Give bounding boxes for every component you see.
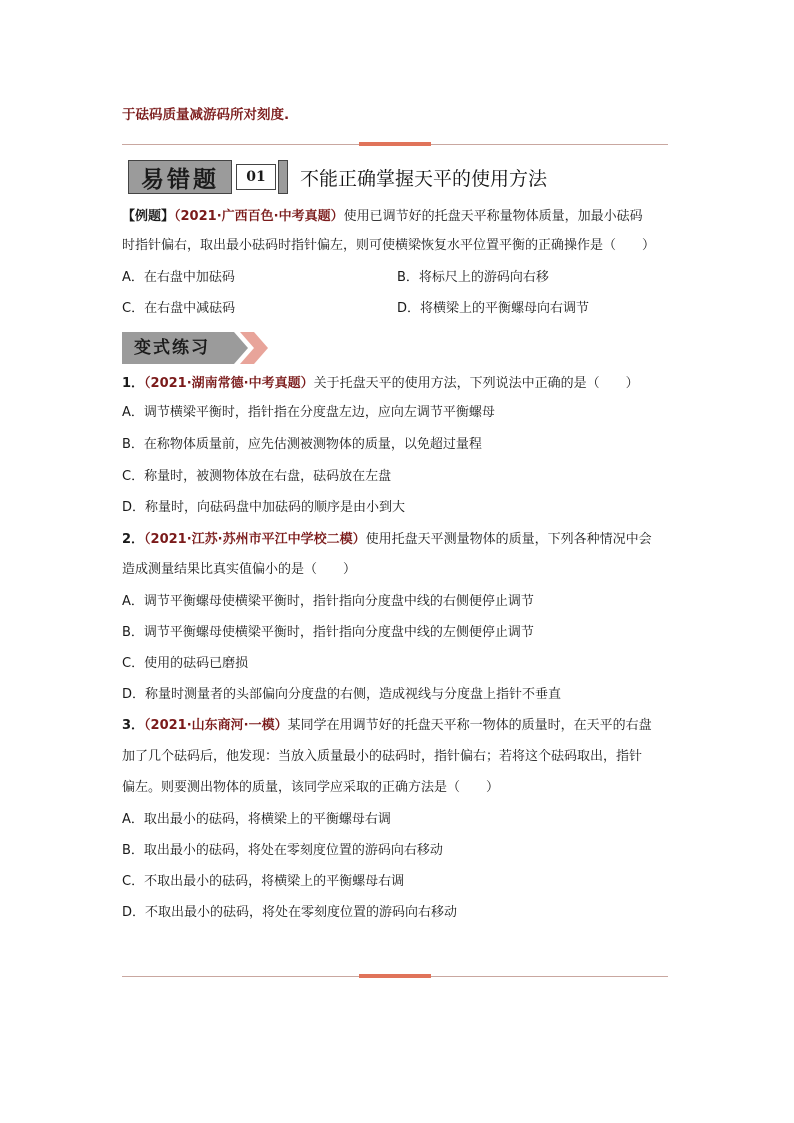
example-option-d: D．将横梁上的平衡螺母向右调节 [397, 301, 590, 316]
q2-number: 2． [122, 532, 145, 547]
q2-stem [122, 532, 652, 548]
q1-number: 1． [122, 376, 145, 391]
q3-stem [122, 718, 652, 734]
top-divider-accent [359, 142, 431, 146]
q1-text-1: 关于托盘天平的使用方法，下列说法中正确的是（ ） [313, 376, 639, 391]
q1-option-b: B．在称物体质量前，应先估测被测物体的质量，以免超过量程 [122, 437, 482, 452]
q1-option-c: C．称量时，被测物体放在右盘，砝码放在左盘 [122, 469, 392, 484]
example-option-c: C．在右盘中减砝码 [122, 301, 236, 316]
q3-number: 3． [122, 718, 145, 733]
q1-stem [122, 376, 639, 392]
example-line-1 [122, 209, 643, 225]
error-number: 01 [236, 164, 276, 190]
bottom-divider-accent [359, 974, 431, 978]
error-title: 不能正确掌握天平的使用方法 [300, 167, 548, 190]
q3-text-1: 某同学在用调节好的托盘天平称一物体的质量时，在天平的右盘 [287, 718, 652, 733]
q2-option-a: A．调节平衡螺母使横梁平衡时，指针指向分度盘中线的右侧便停止调节 [122, 594, 534, 609]
q2-text-2: 造成测量结果比真实值偏小的是（ ） [122, 562, 357, 577]
example-tag: 【例题】 [122, 209, 175, 224]
variant-banner [122, 332, 282, 364]
q3-text-3: 偏左。则要测出物体的质量，该同学应采取的正确方法是（ ） [122, 780, 500, 795]
example-option-b: B．将标尺上的游码向右移 [397, 270, 549, 285]
q2-option-c: C．使用的砝码已磨损 [122, 656, 249, 671]
error-label: 易错题 [128, 160, 232, 194]
q3-option-a: A．取出最小的砝码，将横梁上的平衡螺母右调 [122, 812, 391, 827]
example-line-2: 时指针偏右，取出最小砝码时指针偏左，则可使横梁恢复水平位置平衡的正确操作是（ ） [122, 238, 656, 253]
example-option-a: A．在右盘中加砝码 [122, 270, 235, 285]
q3-option-c: C．不取出最小的砝码，将横梁上的平衡螺母右调 [122, 874, 405, 889]
q2-option-d: D．称量时测量者的头部偏向分度盘的右侧，造成视线与分度盘上指针不垂直 [122, 687, 562, 702]
q2-text-1: 使用托盘天平测量物体的质量，下列各种情况中会 [365, 532, 652, 547]
q3-option-d: D．不取出最小的砝码，将处在零刻度位置的游码向右移动 [122, 905, 458, 920]
example-text-1: 使用已调节好的托盘天平称量物体质量，加最小砝码 [343, 209, 643, 224]
variant-banner-text: 变式练习 [134, 338, 210, 358]
q2-option-b: B．调节平衡螺母使横梁平衡时，指针指向分度盘中线的左侧便停止调节 [122, 625, 534, 640]
q1-source: （2021·湖南常德·中考真题） [144, 376, 314, 391]
q3-text-2: 加了几个砝码后，他发现：当放入质量最小的砝码时，指针偏右；若将这个砝码取出，指针 [122, 749, 643, 764]
q3-option-b: B．取出最小的砝码，将处在零刻度位置的游码向右移动 [122, 843, 443, 858]
q1-option-a: A．调节横梁平衡时，指针指在分度盘左边，应向左调节平衡螺母 [122, 405, 495, 420]
q1-option-d: D．称量时，向砝码盘中加砝码的顺序是由小到大 [122, 500, 406, 515]
intro-text: 于砝码质量减游码所对刻度. [122, 107, 290, 123]
example-source: （2021·广西百色·中考真题） [174, 209, 344, 224]
q2-source: （2021·江苏·苏州市平江中学校二模） [144, 532, 366, 547]
q3-source: （2021·山东商河·一模） [144, 718, 288, 733]
error-bar-decoration [278, 160, 288, 194]
error-header [128, 160, 547, 194]
